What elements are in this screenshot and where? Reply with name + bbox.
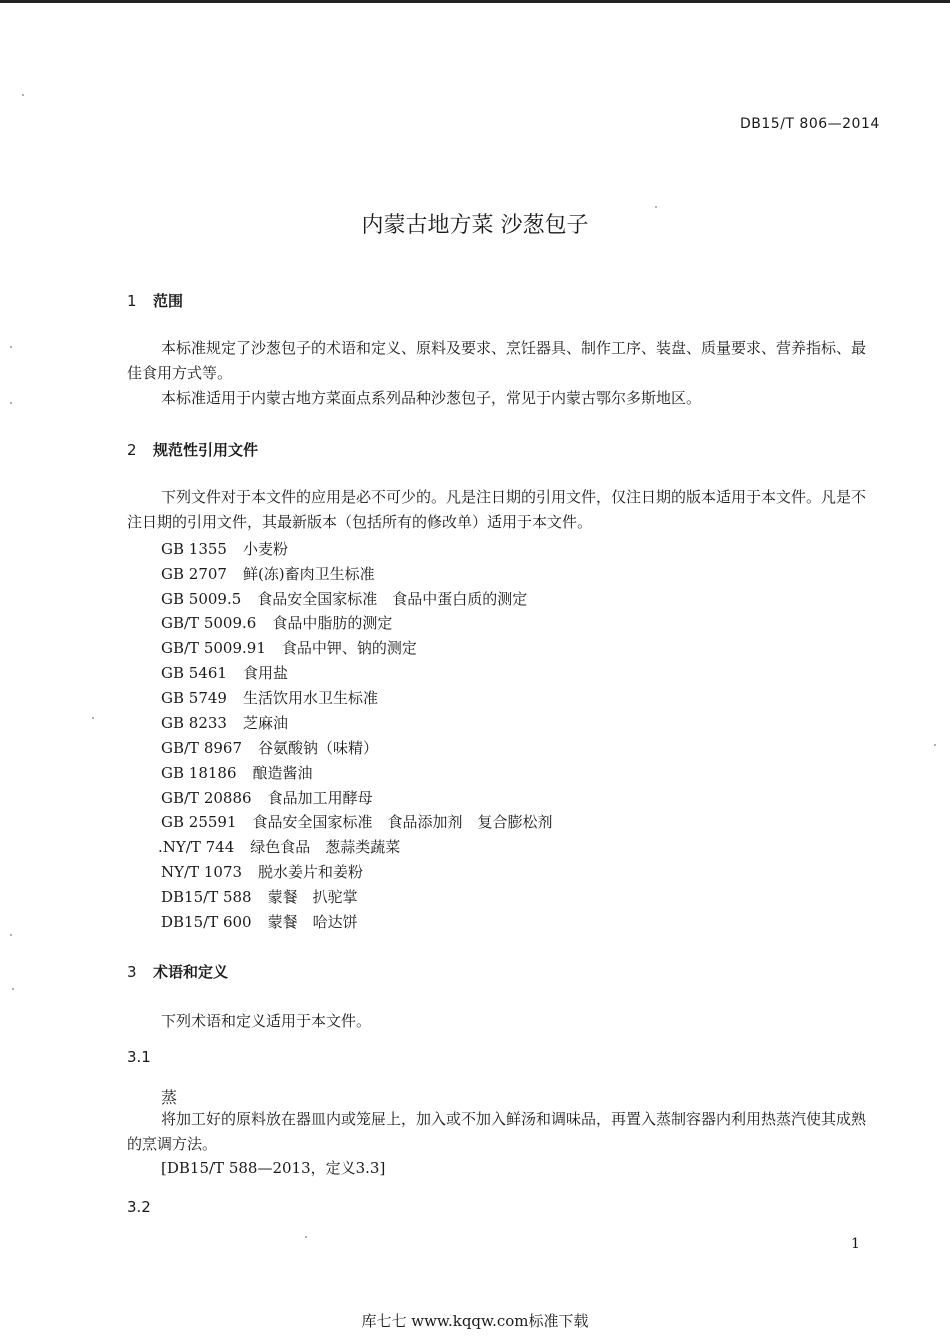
- reference-item: GB/T 20886 食品加工用酵母: [161, 789, 373, 807]
- section-title: 规范性引用文件: [153, 441, 259, 459]
- references-intro: 下列文件对于本文件的应用是必不可少的。凡是注日期的引用文件，仅注日期的版本适用于本文件。凡是不注日期的引用文件，其最新版本（包括所有的修改单）适用于本文件。: [127, 488, 867, 531]
- section-number: 1: [127, 292, 137, 310]
- section-title: 术语和定义: [153, 963, 229, 981]
- scan-speck: [655, 206, 657, 208]
- reference-item: GB 1355 小麦粉: [161, 540, 288, 558]
- reference-item: GB/T 8967 谷氨酸钠（味精）: [161, 739, 379, 757]
- reference-item: GB 5749 生活饮用水卫生标准: [161, 689, 378, 707]
- subsection-number: 3.1: [127, 1048, 151, 1066]
- footer-watermark: 库七七 www.kqqw.com标准下载: [361, 1312, 589, 1330]
- reference-item: GB 2707 鲜(冻)畜肉卫生标准: [161, 565, 375, 583]
- term-definition: 将加工好的原料放在器皿内或笼屉上，加入或不加入鲜汤和调味品，再置入蒸制容器内利用热蒸汽使其成熟的烹调方法。: [127, 1110, 867, 1153]
- subsection-number: 3.2: [127, 1198, 151, 1216]
- scan-speck: [10, 934, 12, 936]
- top-rule: [0, 0, 950, 3]
- scan-speck: [92, 717, 94, 719]
- standard-code: DB15/T 806—2014: [740, 116, 880, 132]
- scope-paragraph-1: 本标准规定了沙葱包子的术语和定义、原料及要求、烹饪器具、制作工序、装盘、质量要求、营养指标、最佳食用方式等。: [127, 339, 867, 382]
- section-1-heading: [127, 290, 183, 311]
- scan-speck: [934, 744, 936, 746]
- reference-item: GB/T 5009.6 食品中脂肪的测定: [161, 614, 393, 632]
- section-number: 3: [127, 963, 137, 981]
- page-title: 内蒙古地方菜 沙葱包子: [361, 213, 589, 238]
- reference-item: GB 25591 食品安全国家标准 食品添加剂 复合膨松剂: [161, 813, 553, 831]
- scan-speck: [10, 346, 12, 348]
- reference-item: NY/T 1073 脱水姜片和姜粉: [161, 863, 364, 881]
- section-number: 2: [127, 441, 137, 459]
- reference-item: DB15/T 588 蒙餐 扒驼掌: [161, 888, 358, 906]
- section-3-heading: [127, 961, 228, 982]
- reference-item: .NY/T 744 绿色食品 葱蒜类蔬菜: [158, 838, 401, 856]
- term-name: 蒸: [161, 1088, 178, 1107]
- reference-item: GB 5009.5 食品安全国家标准 食品中蛋白质的测定: [161, 590, 528, 608]
- reference-item: GB/T 5009.91 食品中钾、钠的测定: [161, 639, 417, 657]
- reference-item: GB 8233 芝麻油: [161, 714, 288, 732]
- scan-speck: [12, 988, 14, 990]
- page-number: 1: [851, 1236, 860, 1252]
- section-2-heading: [127, 439, 258, 460]
- term-source: [DB15/T 588—2013，定义3.3]: [161, 1159, 386, 1177]
- scan-speck: [10, 402, 12, 404]
- scan-speck: [305, 1236, 307, 1238]
- section-title: 范围: [153, 292, 184, 310]
- reference-item: GB 18186 酿造酱油: [161, 764, 313, 782]
- scan-speck: [22, 94, 24, 96]
- reference-item: DB15/T 600 蒙餐 哈达饼: [161, 913, 358, 931]
- terms-intro: 下列术语和定义适用于本文件。: [161, 1012, 372, 1030]
- reference-item: GB 5461 食用盐: [161, 664, 288, 682]
- scope-paragraph-2: 本标准适用于内蒙古地方菜面点系列品种沙葱包子，常见于内蒙古鄂尔多斯地区。: [161, 389, 702, 407]
